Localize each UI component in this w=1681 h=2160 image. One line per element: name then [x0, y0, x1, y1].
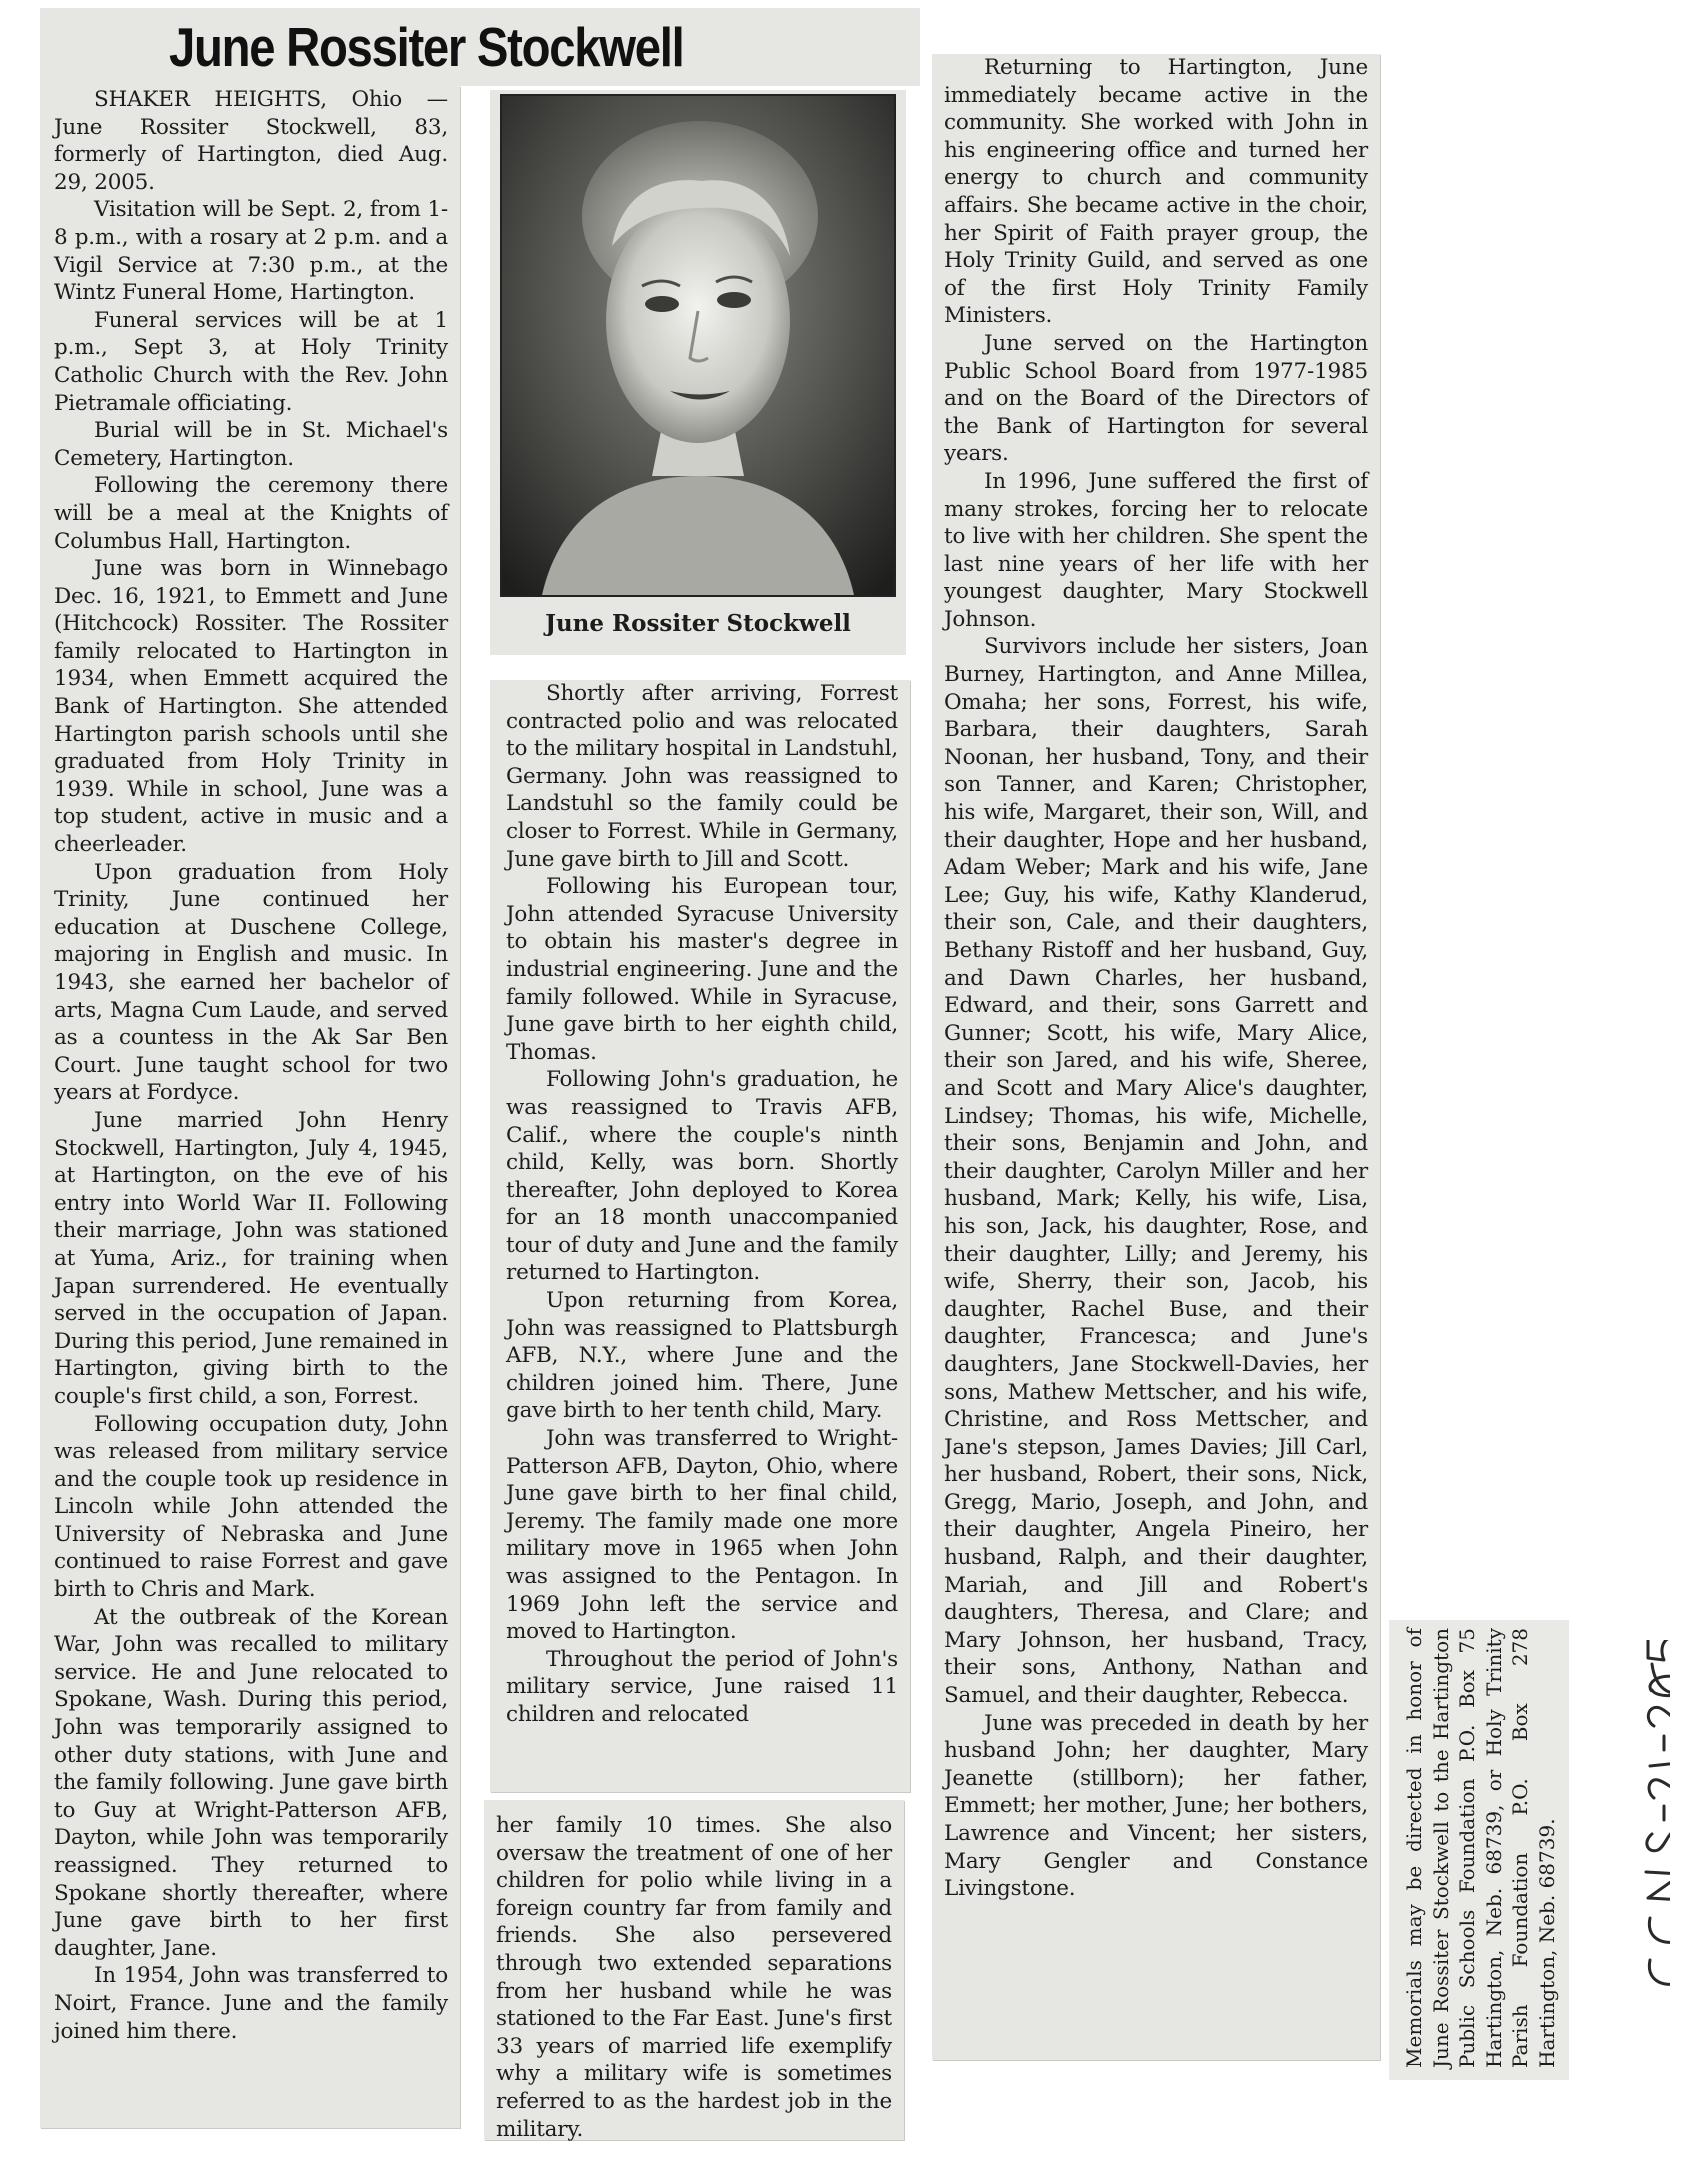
paragraph-landstuhl: Shortly after arriving, Forrest contracted polio and was relocated to the military hospital in Landstuhl, Germany. John was reassigned to Landstuhl so the family could be closer to Forrest. While in Germany, June gave birth to Jill and Scott.: [506, 681, 898, 872]
headline-clipping: [40, 8, 920, 86]
paragraph-education: Upon graduation from Holy Trinity, June continued her education at Duschene College, majoring in English and music. In 1943, she earned her bachelor of arts, Magna Cum Laude, and served as a countess in the Ak Sar Ben Court. June taught school for two years at Fordyce.: [54, 859, 448, 1106]
column-2b-text: [496, 1812, 892, 2143]
paragraph-visitation: Visitation will be Sept. 2, from 1-8 p.m., with a rosary at 2 p.m. and a Vigil Service at 7:30 p.m., at the Wintz Funeral Home, Hartington.: [54, 197, 448, 306]
paragraph-returning: Returning to Hartington, June immediately became active in the community. She worked with John in his engineering office and turned her energy to church and community affairs. She became active in the choir, her Spirit of Faith prayer group, the Holy Trinity Guild, and served as one of the first Holy Trinity Family Ministers.: [944, 55, 1368, 329]
paragraph-korean-war: At the outbreak of the Korean War, John was recalled to military service. He and June relocated to Spokane, Wash. During this period, John was temporarily assigned to other duty stations, with June and the family following. June gave birth to Guy at Wright-Patterson AFB, Dayton, while John was temporarily reassigned. They returned to Spokane shortly thereafter, where June gave birth to her first daughter, Jane.: [54, 1604, 448, 1961]
photo-caption: June Rossiter Stockwell: [545, 610, 851, 637]
paragraph-throughout: Throughout the period of John's military service, June raised 11 children and relocated: [506, 1646, 898, 1727]
paragraph-france: In 1954, John was transferred to Noirt, France. June and the family joined him there.: [54, 1963, 448, 2044]
paragraph-plattsburgh: Upon returning from Korea, John was reassigned to Plattsburgh AFB, N.Y., where June and the children joined him. There, June gave birth to her tenth child, Mary.: [506, 1288, 898, 1424]
paragraph-burial: Burial will be in St. Michael's Cemetery, Hartington.: [54, 418, 448, 471]
handwritten-annotation: [1590, 1640, 1670, 2000]
paragraph-lincoln: Following occupation duty, John was released from military service and the couple took up residence in Lincoln while John attended the University of Nebraska and June continued to raise Forrest and gave birth to Chris and Mark.: [54, 1411, 448, 1603]
paragraph-survivors: Survivors include her sisters, Joan Burney, Hartington, and Anne Millea, Omaha; her sons, Forrest, his wife, Barbara, their daughters, Sarah Noonan, her husband, Tony, and their son Tanner, and Karen; Christopher, his wife, Margaret, their son, Will, and their daughter, Hope and her husband, Adam Weber; Mark and his wife, Jane Lee; Guy, his wife, Kathy Klanderud, their son, Cale, and their daughters, Bethany Ristoff and her husband, Guy, and Dawn Charles, her husband, Edward, and their, sons Garrett and Gunner; Scott, his wife, Mary Alice, their son Jared, and his wife, Sheree, and Scott and Mary Alice's daughter, Lindsey; Thomas, his wife, Michelle, their sons, Benjamin and John, and their daughter, Carolyn Miller and her husband, Mark; Kelly, his wife, Lisa, his son, Jack, his daughter, Rose, and their daughter, Lilly; and Jeremy, his wife, Sherry, their son, Jacob, his daughter, Rachel Buse, and their daughter, Francesca; and June's daughters, Jane Stockwell-Davies, her sons, Mathew Mettscher, and his wife, Christine, and Ross Mettscher, and Jane's stepson, James Davies; Jill Carl, her husband, Robert, their sons, Nick, Gregg, Mario, Joseph, and John, and their daughter, Angela Pineiro, her husband, Ralph, and their daughter, Mariah, and Jill and Robert's daughters, Theresa, and Clare; and Mary Johnson, her husband, Tracy, their sons, Anthony, Nathan and Samuel, and their daughter, Rebecca.: [944, 634, 1368, 1709]
paragraph-relocated: her family 10 times. She also oversaw the treatment of one of her children for polio while living in a foreign country far from family and friends. She also persevered through two extended separations from her husband while he was stationed to the Far East. June's first 33 years of married life exemplify why a military wife is sometimes referred to as the hardest job in the military.: [496, 1813, 892, 2142]
column-2b-clipping: [484, 1800, 904, 2140]
photo-clipping: [490, 90, 906, 655]
memorial-note: Memorials may be directed in honor of June Rossiter Stockwell to the Hartington Public Schools Foundation P.O. Box 75 Hartington, Neb. 68739, or Holy Trinity Parish Foundation P.O. Box 278 Hartington, Neb. 68739.: [1402, 1628, 1559, 2068]
memorial-clipping: [1389, 1620, 1569, 2080]
column-2a-clipping: [490, 680, 910, 1792]
column-1-text: [54, 86, 448, 2045]
obituary-headline: June Rossiter Stockwell: [169, 16, 684, 78]
paragraph-strokes: In 1996, June suffered the first of many strokes, forcing her to relocate to live with her children. She spent the last nine years of her life with her youngest daughter, Mary Stockwell Johnson.: [944, 468, 1368, 632]
column-2a-text: [506, 680, 898, 1729]
paragraph-preceded: June was preceded in death by her husband John; her daughter, Mary Jeanette (stillborn); her father, Emmett; her mother, June; her bothers, Lawrence and Vincent; her sisters, Mary Gengler and Constance Livingstone.: [944, 1710, 1368, 1902]
column-3-clipping: [932, 54, 1380, 2060]
paragraph-funeral: Funeral services will be at 1 p.m., Sept 3, at Holy Trinity Catholic Church with the Rev. John Pietramale officiating.: [54, 307, 448, 416]
column-3-text: [944, 54, 1368, 1903]
paragraph-meal: Following the ceremony there will be a meal at the Knights of Columbus Hall, Hartington.: [54, 473, 448, 554]
handwritten-date-image: [1590, 1640, 1670, 2000]
portrait-image: [502, 96, 894, 595]
column-1-clipping: [40, 86, 460, 2128]
paragraph-dateline: SHAKER HEIGHTS, Ohio — June Rossiter Stockwell, 83, formerly of Hartington, died Aug. 29, 2005.: [54, 87, 448, 195]
portrait-photo: [500, 94, 896, 597]
paragraph-syracuse: Following his European tour, John attended Syracuse University to obtain his master's degree in industrial engineering. June and the family followed. While in Syracuse, June gave birth to her eighth child, Thomas.: [506, 874, 898, 1065]
paragraph-marriage: June married John Henry Stockwell, Hartington, July 4, 1945, at Hartington, on the eve of his entry into World War II. Following their marriage, John was stationed at Yuma, Ariz., for training when Japan surrendered. He eventually served in the occupation of Japan. During this period, June remained in Hartington, giving birth to the couple's first child, a son, Forrest.: [54, 1107, 448, 1409]
paragraph-travis: Following John's graduation, he was reassigned to Travis AFB, Calif., where the couple's ninth child, Kelly, was born. Shortly thereafter, John deployed to Korea for an 18 month unaccompanied tour of duty and June and the family returned to Hartington.: [506, 1067, 898, 1286]
paragraph-wright-patterson: John was transferred to Wright-Patterson AFB, Dayton, Ohio, where June gave birth to her final child, Jeremy. The family made one more military move in 1965 when John was assigned to the Pentagon. In 1969 John left the service and moved to Hartington.: [506, 1426, 898, 1645]
paragraph-school-board: June served on the Hartington Public School Board from 1977-1985 and on the Board of the Directors of the Bank of Hartington for several years.: [944, 330, 1368, 467]
paragraph-birth: June was born in Winnebago Dec. 16, 1921, to Emmett and June (Hitchcock) Rossiter. The Rossiter family relocated to Hartington in 1934, when Emmett acquired the Bank of Hartington. She attended Hartington parish schools until she graduated from Holy Trinity in 1939. While in school, June was a top student, active in music and a cheerleader.: [54, 556, 448, 858]
